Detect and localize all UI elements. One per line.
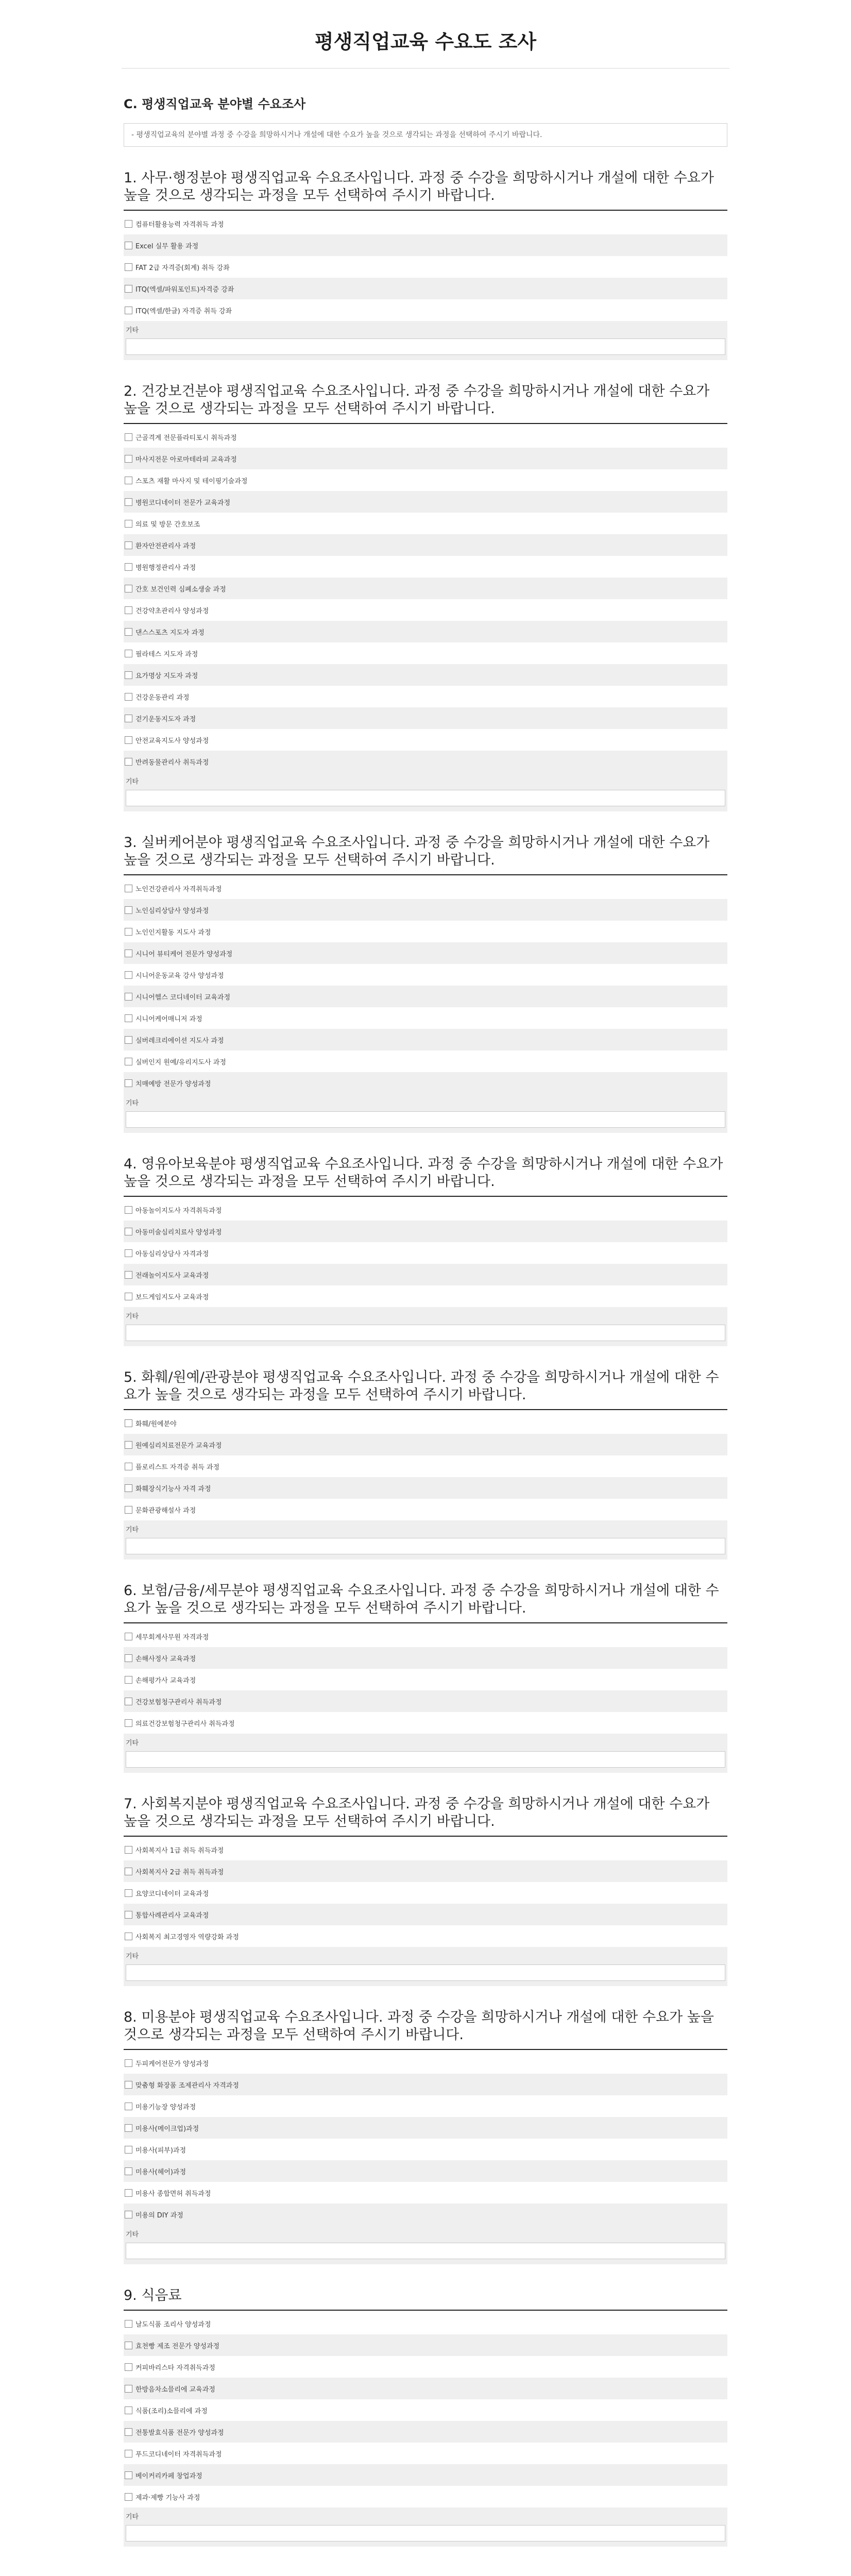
option-label: 전래놀이지도사 교육과정: [135, 1272, 209, 1280]
option-label: 의료 및 방문 간호보조: [135, 520, 200, 529]
option-checkbox[interactable]: [125, 1698, 132, 1705]
option-item[interactable]: [124, 877, 727, 899]
option-item[interactable]: [124, 1242, 727, 1264]
option-checkbox[interactable]: [125, 2385, 132, 2393]
option-checkbox[interactable]: [125, 1654, 132, 1662]
option-item[interactable]: [124, 2486, 727, 2507]
option-label: 건강약초관리사 양성과정: [135, 607, 209, 615]
option-label: 시니어 뷰티케어 전문가 양성과정: [135, 950, 233, 958]
option-list: [124, 213, 727, 321]
option-item[interactable]: [124, 1860, 727, 1882]
question-block: [124, 2287, 727, 2547]
option-checkbox[interactable]: [125, 2189, 132, 2197]
option-checkbox[interactable]: [125, 715, 132, 722]
option-label: 한방음차소믈리에 교육과정: [135, 2385, 215, 2394]
option-list: [124, 1625, 727, 1734]
option-label: 근골격계 전문플라티포시 취득과정: [135, 434, 237, 442]
option-label: 사회복지사 1급 취득 취득과정: [135, 1846, 224, 1855]
option-label: 노인인지활동 지도사 과정: [135, 928, 211, 937]
option-item[interactable]: [124, 1455, 727, 1477]
option-checkbox[interactable]: [125, 1676, 132, 1684]
option-list: [124, 1839, 727, 1947]
other-input[interactable]: [126, 2243, 725, 2259]
option-checkbox[interactable]: [125, 2471, 132, 2479]
option-label: 베이커리카페 창업과정: [135, 2472, 202, 2480]
option-checkbox[interactable]: [125, 2167, 132, 2175]
option-label: 실버인지 원예/유리지도사 과정: [135, 1058, 226, 1066]
option-item[interactable]: [124, 964, 727, 986]
other-label: 기타: [126, 1099, 139, 1107]
option-checkbox[interactable]: [125, 563, 132, 571]
option-item[interactable]: [124, 921, 727, 942]
option-item[interactable]: [124, 1625, 727, 1647]
option-label: 노인심리상담사 양성과정: [135, 907, 209, 915]
option-item[interactable]: [124, 686, 727, 707]
option-item[interactable]: [124, 642, 727, 664]
option-checkbox[interactable]: [125, 2406, 132, 2414]
option-item[interactable]: [124, 2464, 727, 2486]
option-checkbox[interactable]: [125, 2146, 132, 2154]
option-label: ITQ(엑셀/파워포인트)자격증 강좌: [135, 285, 234, 294]
other-label: 기타: [126, 1526, 139, 1534]
option-checkbox[interactable]: [125, 2428, 132, 2436]
option-item[interactable]: [124, 299, 727, 321]
option-item[interactable]: [124, 1712, 727, 1734]
other-input[interactable]: [126, 1538, 725, 1554]
question-title: 5. 화훼/원예/관광분야 평생직업교육 수요조사입니다. 과정 중 수강을 희망하시거나 개설에 대한 수요가 높을 것으로 생각되는 과정을 모두 선택하여 주시기 바랍니다.: [124, 1369, 727, 1410]
question-title: 8. 미용분야 평생직업교육 수요조사입니다. 과정 중 수강을 희망하시거나 개설에 대한 수요가 높을 것으로 생각되는 과정을 모두 선택하여 주시기 바랍니다.: [124, 2009, 727, 2050]
option-list: [124, 1199, 727, 1307]
option-item[interactable]: [124, 1285, 727, 1307]
option-item[interactable]: [124, 2313, 727, 2334]
option-checkbox[interactable]: [125, 2320, 132, 2328]
option-item[interactable]: [124, 448, 727, 469]
option-checkbox[interactable]: [125, 220, 132, 228]
option-list: [124, 2052, 727, 2225]
option-item[interactable]: [124, 2378, 727, 2399]
section-notice: - 평생직업교육의 분야별 과정 중 수강을 희망하시거나 개설에 대한 수요가 높을 것으로 생각되는 과정을 선택하여 주시기 바랍니다.: [124, 123, 727, 147]
option-label: 맞춤형 화장품 조제관리사 자격과정: [135, 2081, 239, 2090]
option-label: 시니어운동교육 강사 양성과정: [135, 972, 224, 980]
option-label: 화훼장식기능사 자격 과정: [135, 1485, 211, 1493]
option-checkbox[interactable]: [125, 307, 132, 314]
option-item[interactable]: [124, 1925, 727, 1947]
option-checkbox[interactable]: [125, 2493, 132, 2501]
option-label: 병원코디네이터 전문가 교육과정: [135, 499, 231, 507]
other-label: 기타: [126, 2231, 139, 2239]
option-label: 미용기능장 양성과정: [135, 2103, 196, 2111]
option-item[interactable]: [124, 2399, 727, 2421]
option-label: 요가명상 지도자 과정: [135, 672, 198, 680]
option-label: 안전교육지도사 양성과정: [135, 737, 209, 745]
option-item[interactable]: [124, 664, 727, 686]
option-label: 푸드코디네이터 자격취득과정: [135, 2450, 222, 2459]
option-item[interactable]: [124, 2095, 727, 2117]
option-item[interactable]: [124, 707, 727, 729]
option-checkbox[interactable]: [125, 1228, 132, 1235]
other-block: [124, 2225, 727, 2264]
option-label: 손해사정사 교육과정: [135, 1655, 196, 1663]
other-block: [124, 1947, 727, 1986]
option-checkbox[interactable]: [125, 1846, 132, 1854]
option-label: 원예심리치료전문가 교육과정: [135, 1442, 222, 1450]
option-checkbox[interactable]: [125, 2081, 132, 2089]
option-checkbox[interactable]: [125, 736, 132, 744]
option-label: 시니어헬스 코디네이터 교육과정: [135, 993, 231, 1002]
question-block: [124, 2009, 727, 2264]
option-label: 스포츠 재활 마사지 및 테이핑기술과정: [135, 477, 248, 485]
option-item[interactable]: [124, 534, 727, 556]
option-checkbox[interactable]: [125, 885, 132, 892]
option-checkbox[interactable]: [125, 1911, 132, 1919]
other-block: [124, 2507, 727, 2547]
option-list: [124, 2313, 727, 2507]
other-block: [124, 1734, 727, 1773]
option-checkbox[interactable]: [125, 650, 132, 657]
option-item[interactable]: [124, 1647, 727, 1669]
option-checkbox[interactable]: [125, 1293, 132, 1300]
option-list: [124, 426, 727, 772]
question-block: [124, 834, 727, 1133]
option-label: 병원행정관리사 과정: [135, 564, 196, 572]
option-item[interactable]: [124, 1882, 727, 1904]
option-checkbox[interactable]: [125, 477, 132, 484]
option-checkbox[interactable]: [125, 1058, 132, 1065]
question-block: [124, 170, 727, 360]
option-checkbox[interactable]: [125, 1484, 132, 1492]
option-label: 미용의 DIY 과정: [135, 2211, 183, 2219]
option-item[interactable]: [124, 621, 727, 642]
other-label: 기타: [126, 778, 139, 786]
other-label: 기타: [126, 1739, 139, 1747]
option-checkbox[interactable]: [125, 498, 132, 506]
option-item[interactable]: [124, 2443, 727, 2464]
other-input[interactable]: [126, 1751, 725, 1768]
option-checkbox[interactable]: [125, 2211, 132, 2218]
option-label: 요양코디네이터 교육과정: [135, 1890, 209, 1898]
option-item[interactable]: [124, 1264, 727, 1285]
option-item[interactable]: [124, 2139, 727, 2160]
option-checkbox[interactable]: [125, 455, 132, 463]
option-label: 시니어케어매니저 과정: [135, 1015, 202, 1023]
option-item[interactable]: [124, 213, 727, 234]
question-title: 6. 보험/금융/세무분야 평생직업교육 수요조사입니다. 과정 중 수강을 희망하시거나 개설에 대한 수요가 높을 것으로 생각되는 과정을 모두 선택하여 주시기 바랍니다.: [124, 1582, 727, 1623]
option-label: 건강운동관리 과정: [135, 693, 190, 702]
option-item[interactable]: [124, 2204, 727, 2225]
option-item[interactable]: [124, 899, 727, 921]
option-checkbox[interactable]: [125, 928, 132, 936]
option-item[interactable]: [124, 2117, 727, 2139]
option-item[interactable]: [124, 1029, 727, 1050]
option-item[interactable]: [124, 1412, 727, 1434]
question-block: [124, 1582, 727, 1773]
option-checkbox[interactable]: [125, 693, 132, 701]
option-label: 사회복지사 2급 취득 취득과정: [135, 1868, 224, 1876]
option-label: 보드게임지도사 교육과정: [135, 1293, 209, 1301]
other-block: [124, 321, 727, 360]
option-item[interactable]: [124, 2160, 727, 2182]
option-item[interactable]: [124, 256, 727, 278]
other-block: [124, 1307, 727, 1346]
option-item[interactable]: [124, 1690, 727, 1712]
option-label: 건강보험청구관리사 취득과정: [135, 1698, 222, 1706]
option-checkbox[interactable]: [125, 433, 132, 441]
question-title: 2. 건강보건분야 평생직업교육 수요조사입니다. 과정 중 수강을 희망하시거나 개설에 대한 수요가 높을 것으로 생각되는 과정을 모두 선택하여 주시기 바랍니다.: [124, 383, 727, 424]
option-label: 미용사 종합면허 취득과정: [135, 2190, 211, 2198]
option-label: 컴퓨터활용능력 자격취득 과정: [135, 221, 224, 229]
option-item[interactable]: [124, 469, 727, 491]
other-input[interactable]: [126, 1325, 725, 1341]
other-block: [124, 772, 727, 811]
option-checkbox[interactable]: [125, 585, 132, 592]
option-item[interactable]: [124, 1072, 727, 1094]
option-checkbox[interactable]: [125, 1014, 132, 1022]
option-label: 문화관광해설사 과정: [135, 1506, 196, 1515]
option-list: [124, 1412, 727, 1520]
option-checkbox[interactable]: [125, 606, 132, 614]
other-input[interactable]: [126, 1964, 725, 1981]
question-block: [124, 1156, 727, 1346]
option-label: 아동놀이지도사 자격취득과정: [135, 1207, 222, 1215]
option-label: 환자안전관리사 과정: [135, 542, 196, 550]
option-item[interactable]: [124, 278, 727, 299]
option-checkbox[interactable]: [125, 1441, 132, 1449]
option-label: 아동심리상담사 자격과정: [135, 1250, 209, 1258]
option-label: 필라테스 지도자 과정: [135, 650, 198, 658]
option-item[interactable]: [124, 986, 727, 1007]
option-checkbox[interactable]: [125, 758, 132, 766]
option-checkbox[interactable]: [125, 2124, 132, 2132]
option-label: 댄스스포츠 지도자 과정: [135, 629, 205, 637]
other-label: 기타: [126, 1313, 139, 1320]
option-label: 효천빵 제조 전문가 양성과정: [135, 2342, 220, 2350]
option-label: 실버레크리에이션 지도사 과정: [135, 1037, 224, 1045]
option-label: 플로리스트 자격증 취득 과정: [135, 1463, 220, 1471]
option-label: 미용사(헤어)과정: [135, 2168, 186, 2176]
question-block: [124, 1795, 727, 1986]
option-label: ITQ(엑셀/한글) 자격증 취득 강좌: [135, 307, 232, 315]
option-item[interactable]: [124, 556, 727, 578]
question-title: 7. 사회복지분야 평생직업교육 수요조사입니다. 과정 중 수강을 희망하시거나 개설에 대한 수요가 높을 것으로 생각되는 과정을 모두 선택하여 주시기 바랍니다.: [124, 1795, 727, 1837]
other-input[interactable]: [126, 338, 725, 355]
option-item[interactable]: [124, 426, 727, 448]
question-title: 1. 사무·행정분야 평생직업교육 수요조사입니다. 과정 중 수강을 희망하시거나 개설에 대한 수요가 높을 것으로 생각되는 과정을 모두 선택하여 주시기 바랍니다.: [124, 170, 727, 211]
option-label: FAT 2급 자격증(회계) 취득 강좌: [135, 264, 230, 272]
option-checkbox[interactable]: [125, 1206, 132, 1214]
option-label: 손해평가사 교육과정: [135, 1676, 196, 1685]
option-label: 식품(조리)소믈리에 과정: [135, 2407, 208, 2415]
option-item[interactable]: [124, 1007, 727, 1029]
option-label: 통합사례관리사 교육과정: [135, 1911, 209, 1920]
option-label: 의료건강보험청구관리사 취득과정: [135, 1720, 235, 1728]
option-item[interactable]: [124, 2356, 727, 2378]
option-label: 미용사(메이크업)과정: [135, 2125, 199, 2133]
option-item[interactable]: [124, 1434, 727, 1455]
question-title: 4. 영유아보육분야 평생직업교육 수요조사입니다. 과정 중 수강을 희망하시거나 개설에 대한 수요가 높을 것으로 생각되는 과정을 모두 선택하여 주시기 바랍니다.: [124, 1156, 727, 1197]
option-checkbox[interactable]: [125, 1506, 132, 1514]
option-label: 화훼/원예분야: [135, 1420, 177, 1428]
option-item[interactable]: [124, 2182, 727, 2204]
option-item[interactable]: [124, 513, 727, 534]
other-input[interactable]: [126, 2525, 725, 2541]
option-item[interactable]: [124, 1477, 727, 1499]
option-item[interactable]: [124, 942, 727, 964]
option-checkbox[interactable]: [125, 520, 132, 528]
option-item[interactable]: [124, 1499, 727, 1520]
option-checkbox[interactable]: [125, 2103, 132, 2110]
question-block: [124, 383, 727, 811]
option-label: 날도식품 조리사 양성과정: [135, 2320, 211, 2329]
other-block: [124, 1094, 727, 1133]
option-label: 세무회계사무원 자격과정: [135, 1633, 209, 1641]
option-checkbox[interactable]: [125, 263, 132, 271]
option-item[interactable]: [124, 2421, 727, 2443]
option-item[interactable]: [124, 1050, 727, 1072]
option-checkbox[interactable]: [125, 2342, 132, 2349]
option-label: 전통발효식품 전문가 양성과정: [135, 2429, 224, 2437]
option-checkbox[interactable]: [125, 2363, 132, 2371]
option-checkbox[interactable]: [125, 971, 132, 979]
option-checkbox[interactable]: [125, 2450, 132, 2458]
option-checkbox[interactable]: [125, 628, 132, 636]
option-checkbox[interactable]: [125, 541, 132, 549]
option-checkbox[interactable]: [125, 1889, 132, 1897]
survey-form: [124, 95, 727, 2576]
title-divider: [122, 68, 729, 69]
other-input[interactable]: [126, 790, 725, 806]
option-label: 마사지전문 아로마테라피 교육과정: [135, 455, 237, 464]
question-list: [124, 170, 727, 2547]
question-title: 9. 식음료: [124, 2287, 727, 2311]
other-label: 기타: [126, 2513, 139, 2521]
option-label: Excel 실무 활용 과정: [135, 242, 199, 250]
option-label: 반려동물관리사 취득과정: [135, 758, 209, 767]
option-item[interactable]: [124, 599, 727, 621]
option-list: [124, 877, 727, 1094]
option-label: 아동미술심리치료사 양성과정: [135, 1228, 222, 1236]
option-checkbox[interactable]: [125, 993, 132, 1001]
option-checkbox[interactable]: [125, 950, 132, 957]
option-label: 걷기운동지도자 과정: [135, 715, 196, 723]
option-item[interactable]: [124, 1669, 727, 1690]
option-checkbox[interactable]: [125, 1463, 132, 1470]
other-input[interactable]: [126, 1111, 725, 1128]
page-title: 평생직업교육 수요도 조사: [314, 30, 537, 53]
option-item[interactable]: [124, 2334, 727, 2356]
option-item[interactable]: [124, 1904, 727, 1925]
option-checkbox[interactable]: [125, 2059, 132, 2067]
option-checkbox[interactable]: [125, 1419, 132, 1427]
option-label: 두피케어전문가 양성과정: [135, 2060, 209, 2068]
option-checkbox[interactable]: [125, 285, 132, 293]
option-label: 노인건강관리사 자격취득과정: [135, 885, 222, 893]
option-checkbox[interactable]: [125, 906, 132, 914]
option-item[interactable]: [124, 1221, 727, 1242]
option-checkbox[interactable]: [125, 242, 132, 249]
option-item[interactable]: [124, 234, 727, 256]
option-item[interactable]: [124, 729, 727, 751]
option-checkbox[interactable]: [125, 1868, 132, 1875]
option-item[interactable]: [124, 491, 727, 513]
question-title: 3. 실버케어분야 평생직업교육 수요조사입니다. 과정 중 수강을 희망하시거나 개설에 대한 수요가 높을 것으로 생각되는 과정을 모두 선택하여 주시기 바랍니다.: [124, 834, 727, 875]
other-label: 기타: [126, 327, 139, 334]
option-checkbox[interactable]: [125, 1079, 132, 1087]
other-block: [124, 1520, 727, 1560]
question-block: [124, 1369, 727, 1560]
option-item[interactable]: [124, 578, 727, 599]
option-label: 간호 보건인력 심폐소생술 과정: [135, 585, 226, 594]
option-label: 치매예방 전문가 양성과정: [135, 1080, 211, 1088]
option-checkbox[interactable]: [125, 1933, 132, 1940]
other-label: 기타: [126, 1953, 139, 1960]
option-checkbox[interactable]: [125, 671, 132, 679]
option-item[interactable]: [124, 1839, 727, 1860]
section-heading: C. 평생직업교육 분야별 수요조사: [124, 97, 306, 111]
option-item[interactable]: [124, 751, 727, 772]
option-checkbox[interactable]: [125, 1271, 132, 1279]
option-item[interactable]: [124, 2074, 727, 2095]
option-label: 사회복지 최고경영자 역량강화 과정: [135, 1933, 239, 1941]
option-checkbox[interactable]: [125, 1036, 132, 1044]
option-checkbox[interactable]: [125, 1633, 132, 1640]
option-item[interactable]: [124, 1199, 727, 1221]
option-label: 커피바리스타 자격취득과정: [135, 2364, 215, 2372]
option-label: 제과·제빵 기능사 과정: [135, 2494, 200, 2502]
option-checkbox[interactable]: [125, 1719, 132, 1727]
option-item[interactable]: [124, 2052, 727, 2074]
option-checkbox[interactable]: [125, 1249, 132, 1257]
option-label: 미용사(피부)과정: [135, 2146, 186, 2155]
